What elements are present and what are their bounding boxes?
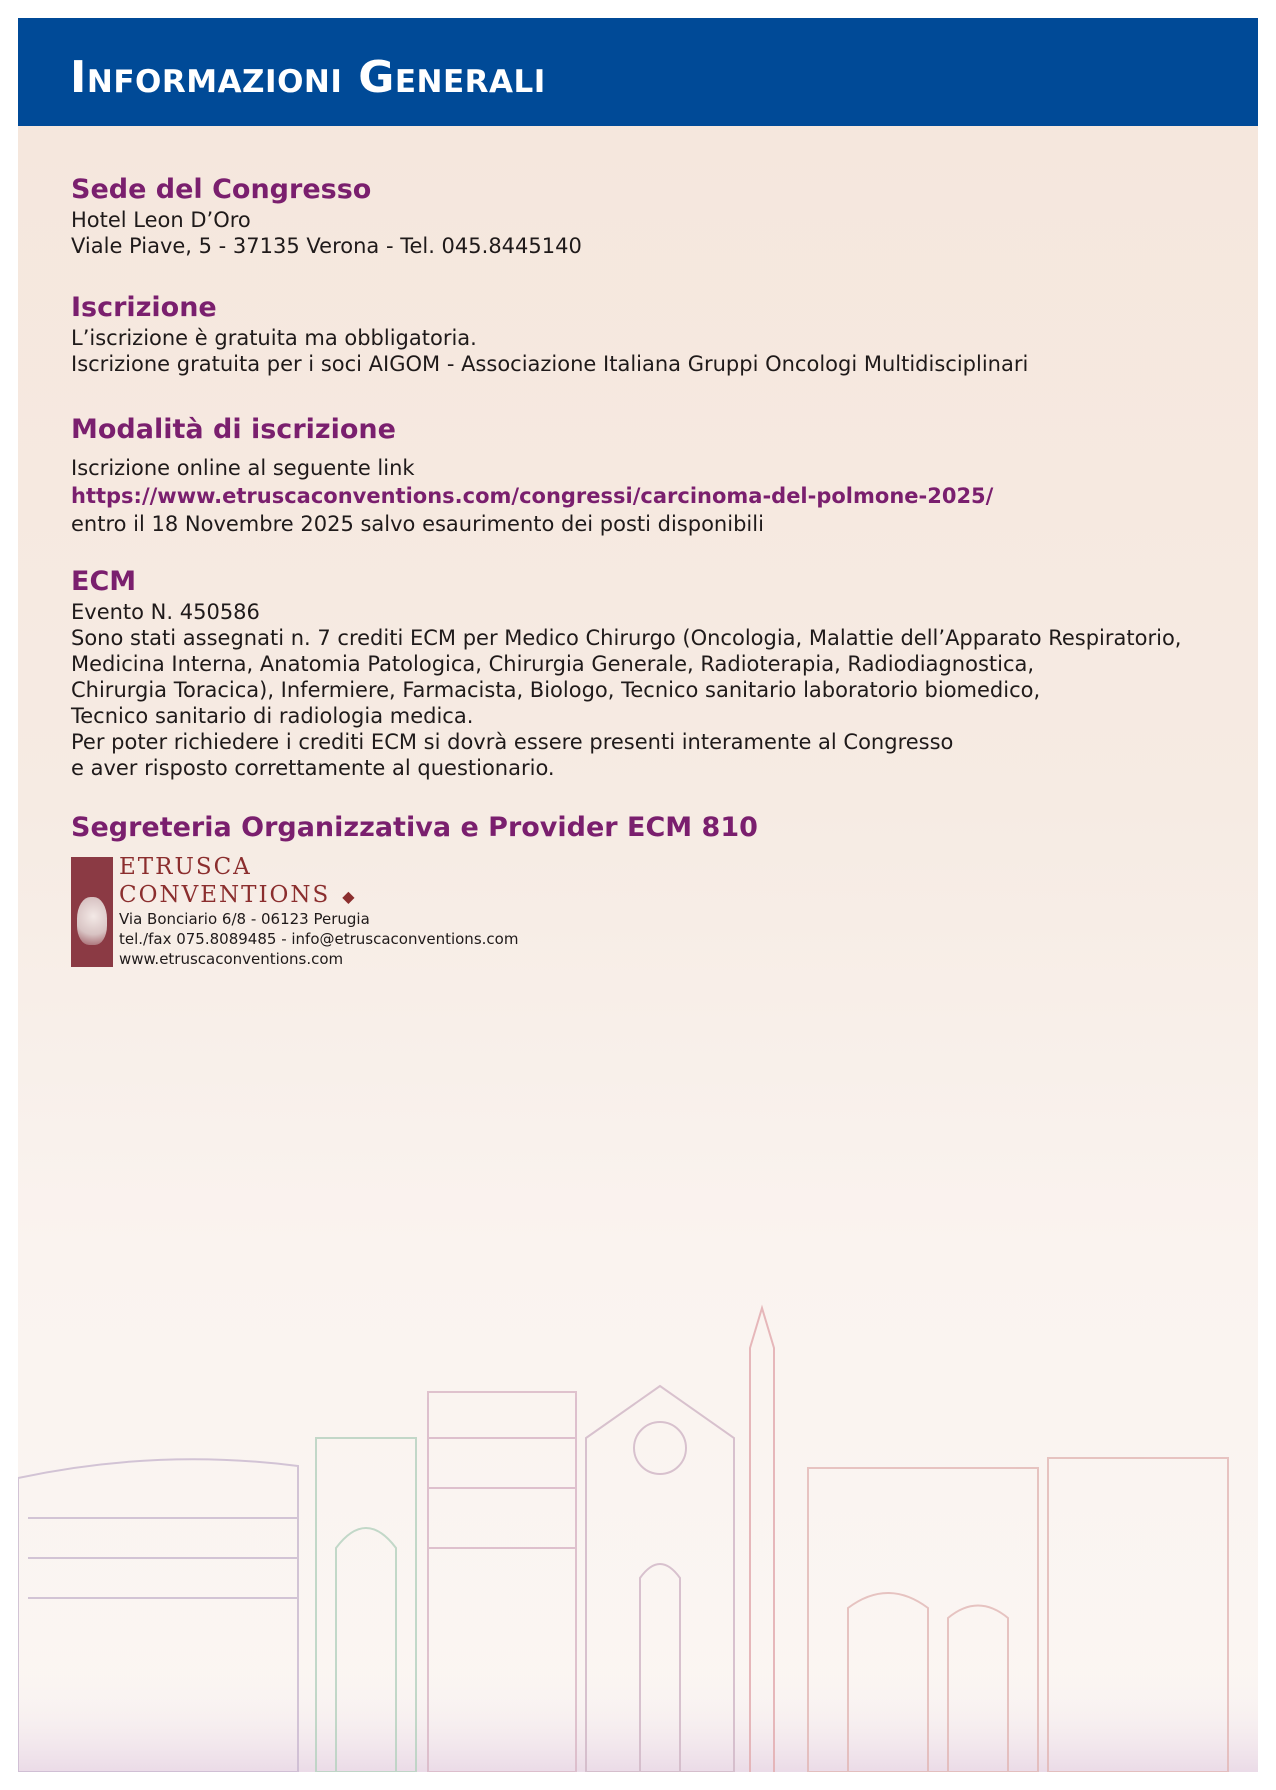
section-sede (71, 173, 1231, 259)
section-title-ecm: ECM (71, 566, 137, 597)
page (18, 18, 1258, 1772)
section-iscrizione (71, 291, 1231, 377)
logo-address: Via Bonciario 6/8 - 06123 Perugia (119, 910, 370, 928)
ecm-line-5: Tecnico sanitario di radiologia medica. (71, 704, 474, 728)
statue-head-icon (77, 897, 107, 945)
ecm-line-7: e aver risposto correttamente al questionario. (71, 756, 555, 780)
section-segreteria (71, 811, 1231, 975)
logo-name-line-2-wrap (119, 881, 357, 911)
content (71, 173, 1231, 975)
ecm-line-1: Evento N. 450586 (71, 600, 260, 624)
ecm-line-4: Chirurgia Toracica), Infermiere, Farmacista, Biologo, Tecnico sanitario laboratorio biomedico, (71, 678, 1041, 702)
logo-name-line-1: ETRUSCA (119, 854, 252, 880)
verona-skyline-illustration (18, 1288, 1258, 1772)
iscrizione-line-2: Iscrizione gratuita per i soci AIGOM - Associazione Italiana Gruppi Oncologi Multidisciplinari (71, 352, 1029, 376)
logo-name (119, 853, 357, 911)
section-ecm (71, 565, 1231, 781)
modalita-outro: entro il 18 Novembre 2025 salvo esaurimento dei posti disponibili (71, 512, 764, 536)
logo-phone-email: tel./fax 075.8089485 - info@etruscaconventions.com (119, 930, 519, 948)
section-title-iscrizione: Iscrizione (71, 292, 217, 323)
ecm-line-2: Sono stati assegnati n. 7 crediti ECM per Medico Chirurgo (Oncologia, Malattie dell’Apparato Respiratorio, (71, 626, 1182, 650)
section-modalita (71, 413, 1231, 537)
iscrizione-line-1: L’iscrizione è gratuita ma obbligatoria. (71, 326, 477, 350)
logo-contact (119, 909, 518, 969)
section-title-segreteria: Segreteria Organizzativa e Provider ECM 810 (71, 812, 758, 843)
registration-link[interactable]: https://www.etruscaconventions.com/congressi/carcinoma-del-polmone-2025/ (71, 484, 994, 508)
header-band (18, 18, 1258, 126)
diamond-icon: ◆ (342, 887, 357, 906)
modalita-intro: Iscrizione online al seguente link (71, 456, 415, 480)
section-title-sede: Sede del Congresso (71, 174, 372, 205)
page-title: Informazioni Generali (70, 52, 546, 103)
sede-line-2: Viale Piave, 5 - 37135 Verona - Tel. 045.8445140 (71, 234, 582, 258)
logo-emblem (71, 857, 113, 967)
logo-website: www.etruscaconventions.com (119, 950, 344, 968)
ecm-line-6: Per poter richiedere i crediti ECM si dovrà essere presenti interamente al Congresso (71, 730, 954, 754)
etrusca-logo (71, 854, 1231, 975)
ecm-line-3: Medicina Interna, Anatomia Patologica, Chirurgia Generale, Radioterapia, Radiodiagnostica, (71, 652, 1035, 676)
logo-name-line-2: CONVENTIONS (119, 882, 331, 908)
section-title-modalita: Modalità di iscrizione (71, 414, 396, 445)
sede-line-1: Hotel Leon D’Oro (71, 208, 251, 232)
